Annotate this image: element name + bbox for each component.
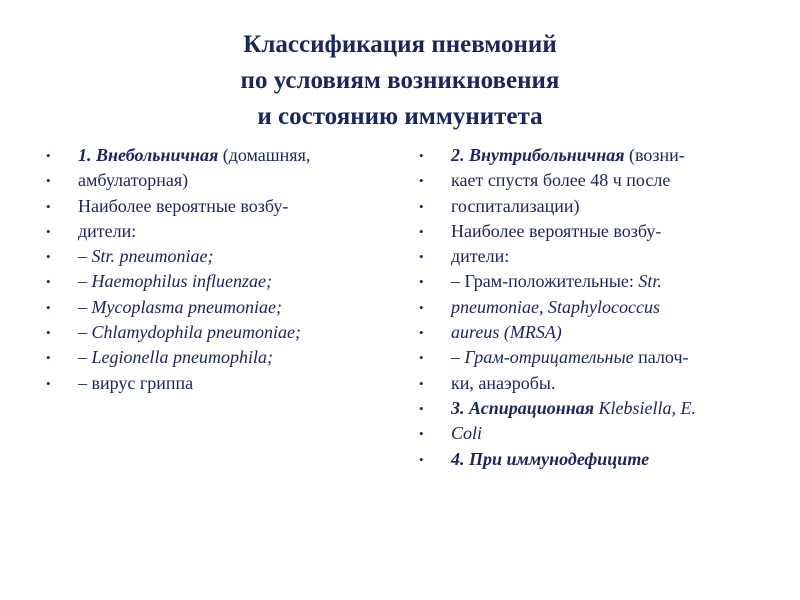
- bullet-marker: •: [419, 325, 424, 341]
- bullet-marker: •: [419, 249, 424, 265]
- bullet-item: [46, 194, 396, 219]
- bullet-text: 1. Внебольничная: [78, 145, 219, 165]
- bullet-marker: •: [46, 249, 51, 265]
- bullet-text: (возни-: [624, 145, 685, 165]
- bullet-text: Chlamydophila pneumoniae;: [91, 322, 301, 343]
- title-line: Классификация пневмоний: [243, 31, 557, 58]
- bullet-marker: •: [419, 375, 424, 391]
- title-line: и состоянию иммунитета: [257, 103, 543, 130]
- bullet-text: 4. При иммунодефиците: [451, 448, 650, 469]
- bullet-text: кает спустя более 48 ч после: [451, 170, 671, 191]
- bullet-text: Haemophilus influenzae;: [91, 271, 272, 292]
- bullet-text: Klebsiella, E.: [594, 397, 697, 418]
- bullet-marker: •: [419, 451, 424, 467]
- bullet-marker: •: [419, 426, 424, 442]
- bullet-marker: •: [46, 325, 51, 341]
- bullet-text: aureus (MRSA): [451, 322, 562, 343]
- bullet-marker: •: [419, 274, 424, 290]
- bullet-text: Str. pneumoniae;: [91, 246, 214, 267]
- bullet-item: [419, 295, 779, 320]
- bullet-text: – вирус гриппа: [78, 372, 194, 393]
- bullet-item: [419, 421, 779, 446]
- left-column-list: [46, 143, 396, 396]
- bullet-marker: •: [46, 223, 51, 239]
- bullet-text: –: [78, 347, 92, 368]
- bullet-text: –: [78, 271, 92, 292]
- bullet-marker: •: [419, 350, 424, 366]
- bullet-text: дители:: [451, 246, 510, 267]
- bullet-text: Str.: [638, 271, 662, 292]
- slide-title: [0, 27, 800, 135]
- bullet-text: Наиболее вероятные возбу-: [451, 220, 662, 241]
- bullet-marker: •: [46, 173, 51, 189]
- bullet-text: Coli: [451, 423, 483, 444]
- bullet-item: [46, 371, 396, 396]
- bullet-text: –: [78, 246, 92, 267]
- bullet-item: [46, 143, 396, 168]
- bullet-marker: •: [46, 350, 51, 366]
- bullet-text: pneumoniae, Staphylococcus: [451, 296, 660, 317]
- bullet-item: [419, 143, 779, 168]
- bullet-item: [419, 447, 779, 472]
- bullet-text: Legionella pneumophila;: [91, 347, 273, 368]
- bullet-marker: •: [419, 223, 424, 239]
- bullet-marker: •: [419, 148, 424, 163]
- bullet-text: –: [78, 296, 92, 317]
- bullet-text: Mycoplasma pneumoniae;: [91, 296, 282, 317]
- bullet-marker: •: [419, 400, 424, 416]
- bullet-item: [46, 320, 396, 345]
- bullet-marker: •: [419, 198, 424, 214]
- bullet-item: [46, 244, 396, 269]
- bullet-text: палоч-: [633, 347, 689, 368]
- bullet-item: [46, 219, 396, 244]
- bullet-item: [419, 168, 779, 193]
- bullet-text: (домашняя,: [218, 145, 311, 165]
- bullet-marker: •: [46, 148, 51, 163]
- bullet-text: – Грам-положительные:: [451, 271, 639, 292]
- bullet-text: –: [78, 322, 92, 343]
- bullet-item: [419, 244, 779, 269]
- bullet-text: госпитализации): [451, 195, 580, 216]
- title-line: по условиям возникновения: [240, 67, 560, 94]
- bullet-item: [419, 194, 779, 219]
- bullet-item: [419, 345, 779, 370]
- bullet-marker: •: [46, 274, 51, 290]
- bullet-marker: •: [46, 198, 51, 214]
- bullet-text: дители:: [78, 220, 137, 241]
- bullet-item: [46, 168, 396, 193]
- bullet-text: 3. Аспирационная: [451, 397, 595, 418]
- bullet-marker: •: [419, 299, 424, 315]
- bullet-item: [419, 269, 779, 294]
- bullet-text: – Грам-отрицательные: [451, 347, 634, 368]
- bullet-text: амбулаторная): [78, 170, 189, 191]
- right-column-list: [419, 143, 779, 472]
- bullet-item: [419, 371, 779, 396]
- bullet-text: 2. Внутрибольничная: [451, 145, 625, 165]
- bullet-item: [46, 345, 396, 370]
- bullet-item: [46, 295, 396, 320]
- bullet-item: [419, 219, 779, 244]
- bullet-text: Наиболее вероятные возбу-: [78, 195, 289, 216]
- bullet-marker: •: [419, 173, 424, 189]
- bullet-item: [419, 396, 779, 421]
- bullet-item: [46, 269, 396, 294]
- bullet-item: [419, 320, 779, 345]
- bullet-text: ки, анаэробы.: [451, 372, 556, 393]
- bullet-marker: •: [46, 299, 51, 315]
- bullet-marker: •: [46, 375, 51, 391]
